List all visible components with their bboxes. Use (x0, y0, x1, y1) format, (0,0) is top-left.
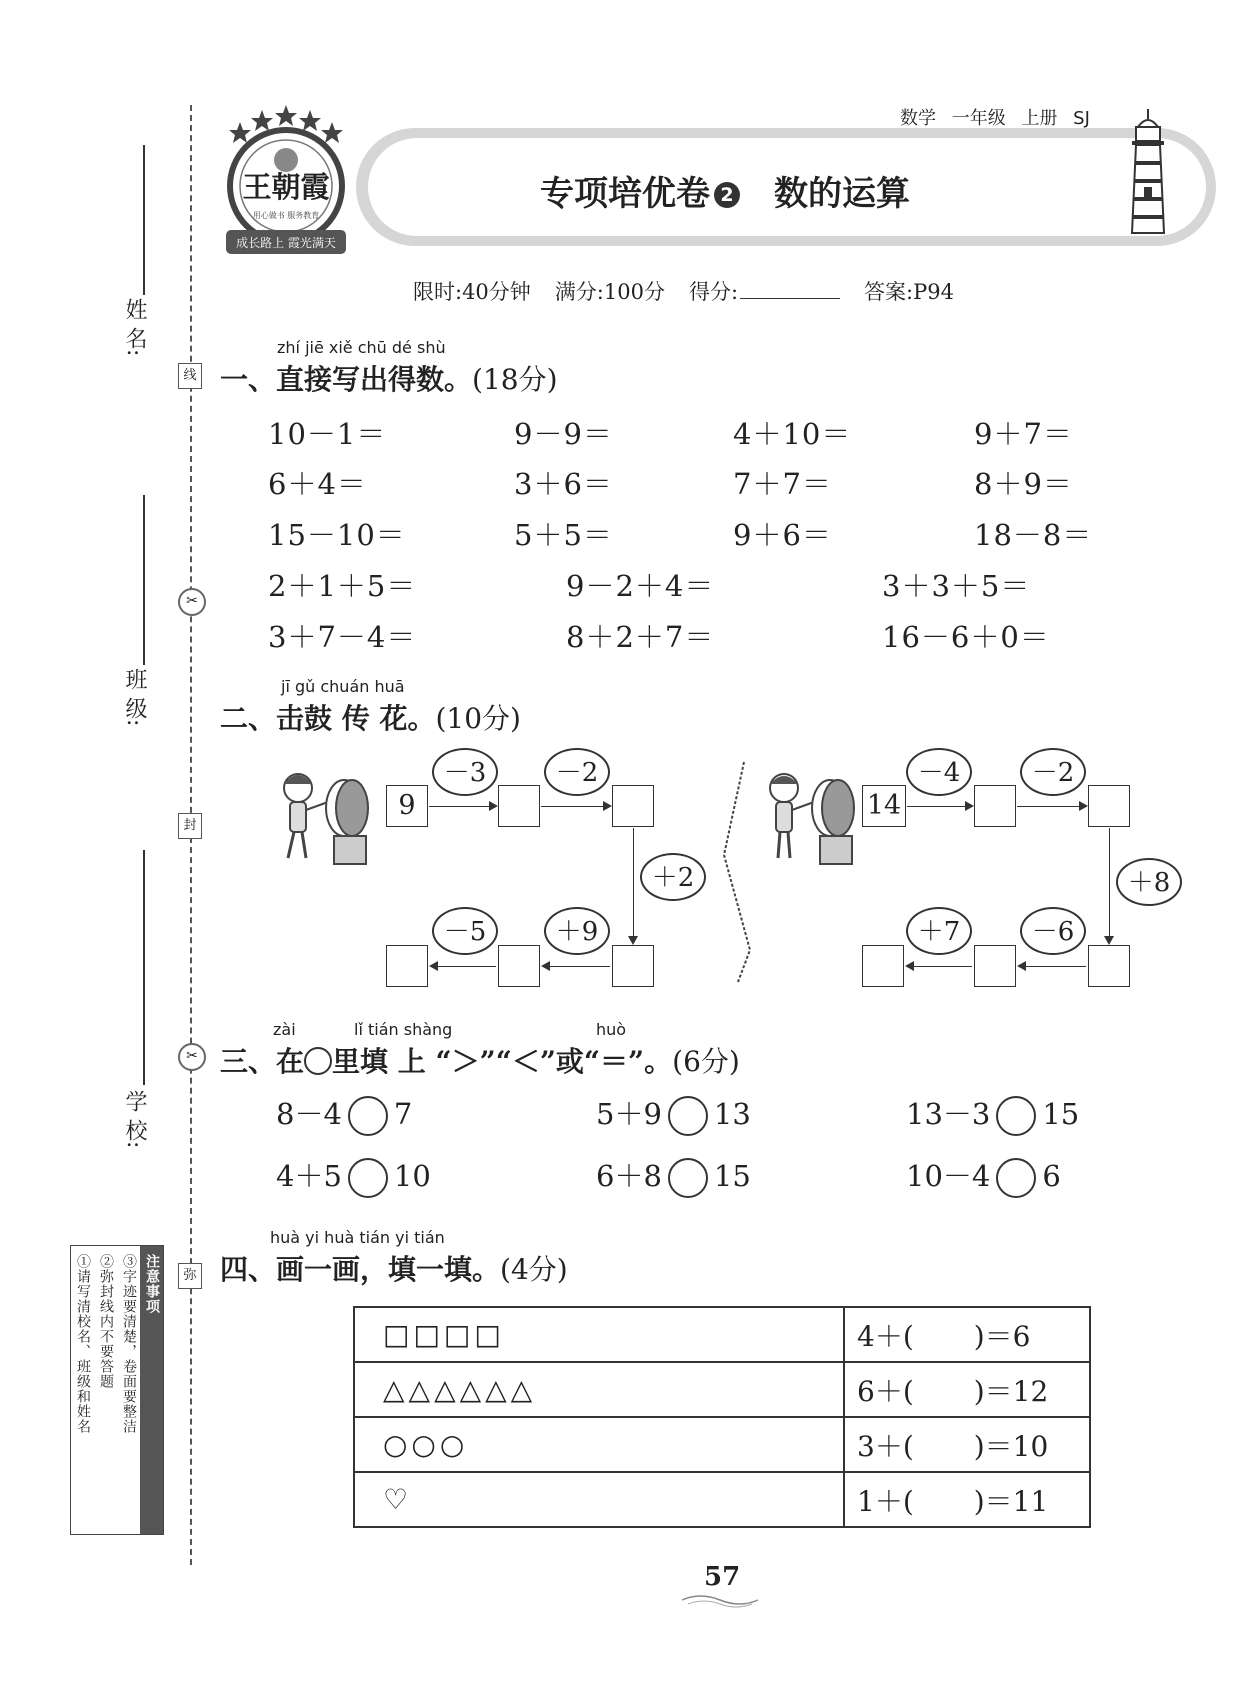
section3-heading: 三、在 里填 上 “＞”“＜”或“＝”。(6分) (220, 1045, 740, 1078)
title-main: 数的运算 (774, 174, 910, 214)
child-drum-illustration (272, 760, 380, 868)
title-prefix: 专项培优卷 (540, 174, 710, 214)
notice-box (70, 1245, 164, 1535)
equation: 9－9＝ (514, 417, 613, 451)
equation: 16－6＋0＝ (882, 620, 1050, 654)
equation: 9－2＋4＝ (566, 569, 715, 603)
notice-item-3: ③字迹要清楚，卷面要整洁 (121, 1254, 137, 1434)
expression-cell: 3＋( )＝10 (844, 1417, 1090, 1472)
notice-heading: 注意事项 (140, 1246, 163, 1534)
operation-cloud: －5 (432, 907, 498, 955)
start-number-box: 14 (862, 785, 906, 827)
draw-fill-table (353, 1306, 1091, 1528)
class-label: 班 级: (122, 668, 147, 727)
compare-circle[interactable] (996, 1158, 1036, 1198)
answer-box[interactable] (498, 945, 540, 987)
expression-cell: 1＋( )＝11 (844, 1472, 1090, 1527)
scissor-icon: ✂ (178, 588, 206, 616)
answer-box[interactable] (974, 945, 1016, 987)
section1-pinyin: zhí jiē xiě chū dé shù (277, 338, 446, 357)
exam-meta (413, 276, 978, 306)
section2-heading: 二、击鼓 传 花。(10分) (220, 702, 521, 735)
compare-item: 10－4 6 (906, 1154, 1061, 1198)
page-title (540, 166, 910, 215)
arrow-right (907, 806, 972, 807)
equation: 7＋7＝ (733, 467, 832, 501)
brand-logo (212, 100, 360, 260)
notice-item-1: ①请写清校名、班级和姓名 (75, 1254, 91, 1434)
section4-pinyin: huà yi huà tián yi tián (270, 1228, 445, 1247)
arrow-down (1109, 828, 1110, 943)
operation-cloud: －2 (544, 748, 610, 796)
class-write-line (143, 495, 145, 665)
answer-box[interactable] (862, 945, 904, 987)
compare-circle[interactable] (348, 1158, 388, 1198)
shapes-cell[interactable]: □□□□ (354, 1307, 844, 1362)
section3-pinyin: huò (596, 1020, 627, 1039)
answer-box[interactable] (1088, 945, 1130, 987)
equation: 4＋10＝ (733, 417, 852, 451)
arrow-left (907, 966, 972, 967)
arrow-right (1017, 806, 1086, 807)
compare-item: 4＋5 10 (276, 1154, 431, 1198)
arrow-left (1019, 966, 1086, 967)
equation: 18－8＝ (974, 518, 1093, 552)
notice-item-2: ②弥封线内不要答题 (98, 1254, 114, 1389)
school-write-line (143, 850, 145, 1085)
time-limit: 限时:40分钟 (413, 280, 531, 304)
brand-slogan: 成长路上 霞光满天 (236, 236, 336, 250)
shapes-cell[interactable]: ♡ (354, 1472, 844, 1527)
operation-cloud: －3 (432, 748, 498, 796)
scissor-icon: ✂ (178, 1043, 206, 1071)
divider-zigzag (718, 760, 758, 985)
seal-char-xian: 线 (178, 363, 202, 389)
subject-line: 数学 一年级 上册 SJ (900, 108, 1090, 129)
seal-char-feng: 封 (178, 813, 202, 839)
table-row (354, 1307, 1090, 1362)
section1-heading: 一、直接写出得数。(18分) (220, 363, 558, 396)
wave-decoration (680, 1592, 760, 1608)
equation: 2＋1＋5＝ (268, 569, 417, 603)
expression-cell: 4＋( )＝6 (844, 1307, 1090, 1362)
equation: 3＋3＋5＝ (882, 569, 1031, 603)
operation-cloud: －6 (1020, 907, 1086, 955)
arrow-left (543, 966, 610, 967)
equation: 15－10＝ (268, 518, 406, 552)
operation-cloud: ＋9 (544, 907, 610, 955)
compare-circle[interactable] (668, 1096, 708, 1136)
section4-heading: 四、画一画，填一填。(4分) (220, 1253, 568, 1286)
equation: 6＋4＝ (268, 467, 367, 501)
answer-box[interactable] (386, 945, 428, 987)
circle-icon (304, 1047, 332, 1075)
table-row (354, 1362, 1090, 1417)
table-row (354, 1472, 1090, 1527)
compare-circle[interactable] (996, 1096, 1036, 1136)
arrow-right (541, 806, 610, 807)
answer-box[interactable] (498, 785, 540, 827)
equation: 8＋2＋7＝ (566, 620, 715, 654)
compare-circle[interactable] (668, 1158, 708, 1198)
equation: 10－1＝ (268, 417, 387, 451)
answer-box[interactable] (1088, 785, 1130, 827)
section3-pinyin: lǐ tián shàng (354, 1020, 453, 1039)
name-label: 姓 名: (122, 298, 147, 357)
compare-item: 5＋9 13 (596, 1092, 751, 1136)
equation: 3＋6＝ (514, 467, 613, 501)
lighthouse-icon (1122, 105, 1174, 240)
equation: 5＋5＝ (514, 518, 613, 552)
answer-ref: 答案:P94 (864, 280, 954, 304)
answer-box[interactable] (974, 785, 1016, 827)
compare-item: 8－4 7 (276, 1092, 412, 1136)
child-drum-illustration (758, 760, 866, 868)
arrow-left (431, 966, 496, 967)
score-label: 得分: (688, 280, 739, 304)
start-number-box: 9 (386, 785, 428, 827)
section2-pinyin: jī gǔ chuán huā (281, 677, 405, 696)
operation-cloud: －4 (906, 748, 972, 796)
shapes-cell[interactable]: △△△△△△ (354, 1362, 844, 1417)
brand-tagline: 用心做书 服务教育 (252, 211, 320, 220)
equation: 8＋9＝ (974, 467, 1073, 501)
school-label: 学 校: (122, 1090, 147, 1149)
answer-box[interactable] (612, 945, 654, 987)
arrow-down (633, 828, 634, 943)
name-write-line (143, 145, 145, 295)
operation-cloud: －2 (1020, 748, 1086, 796)
answer-box[interactable] (612, 785, 654, 827)
equation: 3＋7－4＝ (268, 620, 417, 654)
operation-cloud: ＋8 (1116, 858, 1182, 906)
compare-item: 13－3 15 (906, 1092, 1079, 1136)
title-number-badge: 2 (714, 182, 740, 208)
table-row (354, 1417, 1090, 1472)
compare-item: 6＋8 15 (596, 1154, 751, 1198)
equation: 9＋7＝ (974, 417, 1073, 451)
page-number: 57 (704, 1562, 741, 1592)
operation-cloud: ＋7 (906, 907, 972, 955)
section3-pinyin: zài (273, 1020, 296, 1039)
full-score: 满分:100分 (554, 280, 665, 304)
compare-circle[interactable] (348, 1096, 388, 1136)
equation: 9＋6＝ (733, 518, 832, 552)
shapes-cell[interactable]: ○○○ (354, 1417, 844, 1472)
seal-char-mi: 弥 (178, 1263, 202, 1289)
expression-cell: 6＋( )＝12 (844, 1362, 1090, 1417)
arrow-right (429, 806, 496, 807)
brand-name: 王朝霞 (242, 170, 330, 204)
score-blank[interactable] (740, 298, 840, 299)
operation-cloud: ＋2 (640, 853, 706, 901)
